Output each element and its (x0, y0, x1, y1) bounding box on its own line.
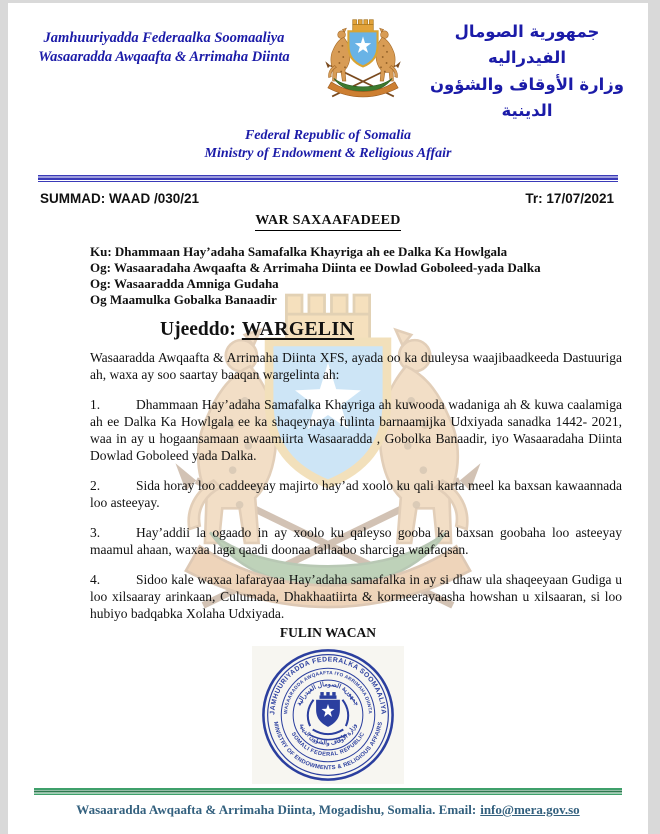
stamp-emblem-icon (308, 692, 348, 740)
intro-paragraph: Wasaaradda Awqaafta & Arrimaha Diinta XFS, ayada oo ka duuleysa waajibaadkeeda Dastuuriga ah, waxa ay soo saartay baaqan wargelinta ah: (90, 349, 622, 382)
email-link[interactable]: info@mera.gov.so (480, 801, 580, 817)
paragraph-text: Sida horay loo caddeeyay majirto hay’ad xoolo ku qali karta meel ka baxsan kawaannada loo asteeyay. (90, 477, 622, 510)
subject-line (160, 319, 648, 341)
paragraph-text: Dhammaan Hay’adaha Samafalka Khayriga ah kuwooda wadaniga ah & kuwa caalamiga ah ee Dalka Ka Howlgala ee ka shaqeynaya fulinta barnaamijka Udxiyada sanadka 1442- 2021, waa in ay u hogaansamaan awaamiirta Wasaaradda , Gobolka Banaadir, iyo Wasaaradaha Diinta Dowlad Goboleed yada Dalka. (90, 396, 622, 463)
arabic-title-line2: وزارة الأوقاف والشؤون الدينية (429, 74, 625, 121)
recipient-line: Og Maamulka Gobalka Banaadir (90, 291, 277, 307)
letter-body (8, 349, 648, 641)
footer-divider (34, 788, 622, 795)
numbered-paragraph-4 (90, 571, 622, 622)
recipient-line: Og: Wasaaradda Amniga Gudaha (90, 275, 279, 291)
english-title-line1: Federal Republic of Somalia (244, 127, 412, 143)
subject-value: WARGELIN (241, 318, 355, 340)
numbered-paragraph-1 (90, 396, 622, 464)
paragraph-text: Hay’addii la ogaado in ay xoolo ku qaleyso gooba ka baxsan goobaha loo asteeyay maamul ahaan, waxaa laga qaadi doonaa tallaabo sharciga waafaqsan. (90, 524, 622, 557)
paragraph-number: 2. (90, 477, 101, 493)
document-page (8, 3, 648, 834)
numbered-paragraph-2 (90, 477, 622, 511)
stamp-ring-bottom-text: MINISTRY OF ENDOWMENTS & RELIGIOUS AFFAIRS (272, 721, 384, 772)
stamp-ring-top-text: JAMHUURIYADDA FEDERALKA SOOMAALIYA (269, 656, 387, 715)
paragraph-number: 4. (90, 571, 101, 587)
paragraph-number: 3. (90, 524, 101, 540)
stamp-arabic-bottom-text: وزارة الأوقاف والشؤون الدينية (297, 722, 359, 747)
paragraph-text: Sidoo kale waxaa lafarayaa Hay’adaha samafalka in ay si dhaw ula shaqeeyaan Gudiga u loo xilsaaray arinkaan, Culumada, Dhakhaatiirta & kormeerayaasha howshan u xilsaaran, si loo hubiyo badqabka Xolaha Udxiyada. (90, 571, 622, 621)
reference-date: Tr: 17/07/2021 (525, 190, 614, 206)
somali-title-line2: Wasaaradda Awqaafta & Arrimaha Diinta (38, 48, 290, 65)
footer-line (8, 802, 648, 818)
ministry-stamp (252, 646, 404, 784)
stamp-ring2-top-text: WASAARADDA AWQAAFTA IYO ARRIMAHA DIINTA (284, 671, 372, 715)
english-title (8, 127, 648, 163)
footer-text: Wasaaradda Awqaafta & Arrimaha Diinta, Mogadishu, Somalia. Email: (76, 801, 477, 817)
somali-title (18, 15, 310, 67)
closing-line: FULIN WACAN (279, 624, 377, 640)
stamp-arabic-top-text: جمهورية الصومال الفيدرالية (295, 680, 361, 707)
letterhead (8, 3, 648, 182)
header-divider (38, 175, 618, 182)
somali-title-line1: Jamhuuriyadda Federaalka Soomaaliya (43, 30, 285, 46)
reference-row (40, 191, 614, 206)
recipient-line: Og: Wasaaradaha Awqaafta & Arrimaha Diinta ee Dowlad Goboleed-yada Dalka (90, 259, 541, 275)
arabic-title (416, 15, 638, 125)
recipient-line: Ku: Dhammaan Hay’adaha Samafalka Khayriga ah ee Dalka Ka Howlgala (90, 243, 508, 259)
stamp-ring2-bottom-text: SOMALI FEDERAL REPUBLIC (289, 731, 367, 758)
document-title: WAR SAXAAFADEED (255, 213, 400, 231)
paragraph-number: 1. (90, 396, 101, 412)
reference-number: SUMMAD: WAAD /030/21 (40, 190, 200, 206)
recipients-block (90, 244, 618, 308)
subject-label: Ujeeddo: (160, 318, 236, 340)
arabic-title-line1: جمهورية الصومال الفيدراليه (454, 22, 600, 68)
english-title-line2: Ministry of Endowment & Religious Affair (204, 145, 452, 161)
numbered-paragraph-3 (90, 524, 622, 558)
coat-of-arms-icon (311, 15, 415, 105)
